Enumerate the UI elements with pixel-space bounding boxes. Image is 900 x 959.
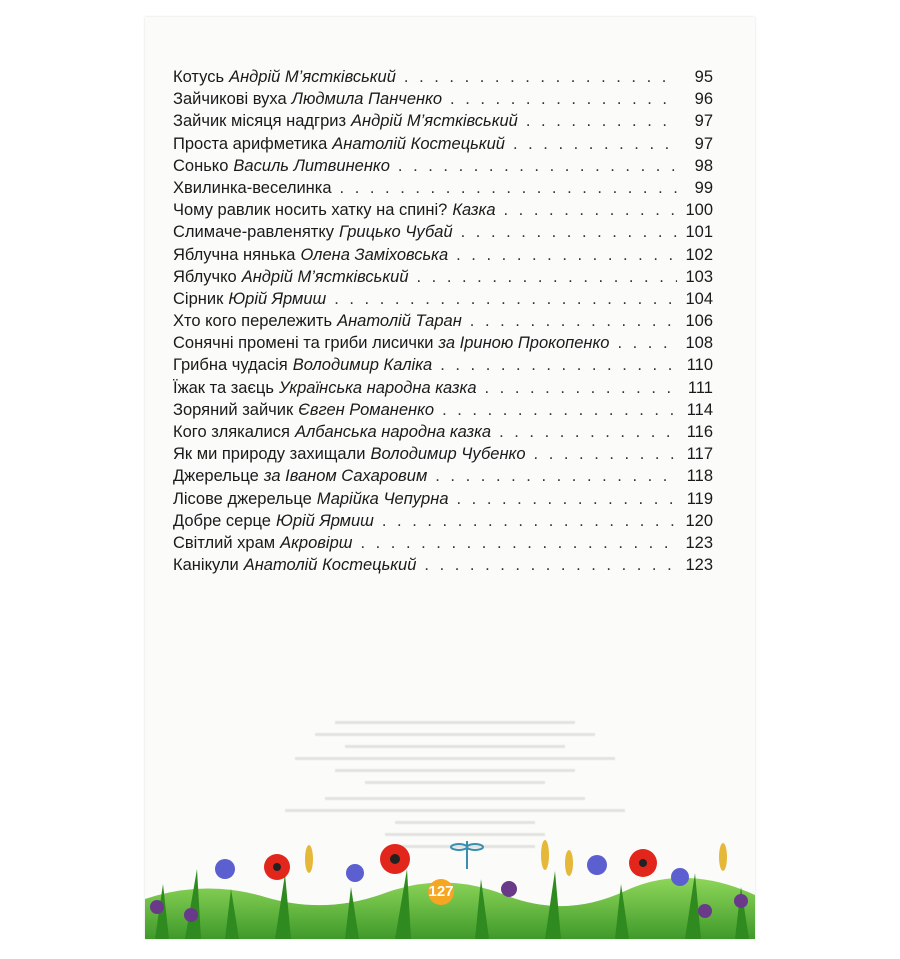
entry-title: Канікули [173,556,239,575]
dot-leader [435,467,677,486]
entry-title: Джерельце [173,467,259,486]
entry-page: 119 [686,489,713,508]
entry-author: Володимир Каліка [292,356,433,375]
entry-title: Лісове джерельце [173,489,312,508]
entry-page: 100 [685,201,713,220]
entry-title: Зоряний зайчик [173,400,294,419]
entry-page: 110 [686,356,713,375]
entry-page: 108 [685,334,713,353]
dot-leader [442,401,677,420]
entry-title: Проста арифметика [173,134,328,153]
entry-page: 104 [685,289,713,308]
entry-title: Хто кого перележить [173,312,333,331]
dot-leader [334,290,677,309]
table-of-contents [173,68,713,578]
toc-entry [173,445,713,467]
entry-page: 99 [694,178,713,197]
toc-entry [173,201,713,223]
entry-author: Анатолій Таран [337,312,462,331]
toc-entry [173,423,713,445]
entry-author: Анатолій Костецький [332,134,505,153]
dot-leader [417,268,678,287]
dot-leader [450,90,677,109]
entry-title: Кого злякалися [173,423,290,441]
dot-leader [534,445,677,464]
dot-leader [360,534,677,553]
entry-author: Казка [452,201,496,220]
entry-author: Андрій М’ястківський [351,112,518,131]
entry-page: 123 [685,533,713,552]
toc-entry [173,467,713,489]
dot-leader [398,157,677,176]
entry-author: Людмила Панченко [291,90,443,109]
toc-entry [173,112,713,134]
entry-title: Сонько [173,156,229,175]
entry-author: Анатолій Костецький [243,556,417,575]
entry-page: 103 [685,267,713,286]
entry-page: 123 [685,556,713,575]
entry-title: Добре серце [173,511,271,530]
entry-author: Марійка Чепурна [316,489,449,508]
entry-author: Андрій М’ястківський [241,267,409,286]
toc-entry [173,401,713,423]
toc-entry [173,512,713,534]
toc-entry [173,223,713,245]
dot-leader [504,201,677,220]
entry-title: Зайчик місяця надгриз [173,112,347,131]
entry-page: 101 [685,223,713,242]
entry-page: 102 [685,245,713,264]
toc-entry [173,356,713,378]
entry-title: Сонячні промені та гриби лисички [173,334,434,353]
toc-entry [173,246,713,268]
toc-entry [173,157,713,179]
entry-title: Слимаче-равленятку [173,223,334,242]
book-page [145,17,755,939]
toc-entry [173,379,713,401]
entry-page: 120 [685,511,713,530]
entry-author: за Іриною Прокопенко [438,334,610,353]
toc-entry [173,179,713,201]
entry-author: Євген Романенко [298,400,435,419]
entry-page: 117 [686,445,713,464]
entry-author: Грицько Чубай [339,223,453,242]
entry-title: Сірник [173,289,224,308]
toc-entry [173,312,713,334]
entry-author: Олена Заміховська [300,245,449,264]
entry-title: Як ми природу захищали [173,445,366,464]
entry-title: Зайчикові вуха [173,90,287,109]
entry-title: Котусь [173,68,225,86]
entry-title: Їжак та заєць [173,378,274,397]
toc-entry [173,334,713,356]
entry-page: 111 [687,378,713,397]
toc-entry [173,556,713,578]
dot-leader [470,312,677,331]
entry-author: Албанська народна казка [294,423,492,441]
entry-page: 97 [694,134,713,153]
entry-author: за Іваном Сахаровим [263,467,428,486]
dot-leader [382,512,677,531]
dot-leader [457,490,678,509]
entry-title: Яблучна нянька [173,245,296,264]
toc-entry [173,268,713,290]
entry-page: 96 [694,90,713,109]
entry-title: Яблучко [173,267,237,286]
wheat-ears [305,840,727,876]
toc-entry [173,290,713,312]
toc-entry [173,90,713,112]
entry-author: Юрій Ярмиш [275,511,374,530]
dot-leader [461,223,677,242]
toc-entry [173,490,713,512]
entry-page: 116 [686,423,713,441]
dot-leader [617,334,677,353]
entry-author: Василь Литвиненко [233,156,390,175]
entry-page: 118 [686,467,713,486]
entry-author: Володимир Чубенко [370,445,526,464]
toc-entry [173,534,713,556]
dot-leader [456,246,677,265]
dot-leader [499,423,677,442]
dot-leader [340,179,677,198]
entry-author: Акровірш [280,533,353,552]
toc-entry [173,135,713,157]
entry-page: 98 [694,156,713,175]
entry-page: 106 [685,312,713,331]
dot-leader [513,135,677,154]
dot-leader [526,112,677,131]
dot-leader [404,68,677,87]
entry-author: Українська народна казка [278,378,477,397]
entry-title: Грибна чудасія [173,356,288,375]
entry-title: Хвилинка-веселинка [173,178,332,197]
dragonfly-icon [451,841,483,869]
toc-entry [173,68,713,90]
entry-title: Чому равлик носить хатку на спині? [173,201,448,220]
entry-page: 97 [694,112,713,131]
dot-leader [424,556,677,575]
page-number-badge: 127 [428,879,454,905]
dot-leader [485,379,678,398]
entry-author: Юрій Ярмиш [228,289,327,308]
entry-page: 95 [694,68,713,86]
entry-author: Андрій М’ястківський [229,68,396,86]
entry-title: Світлий храм [173,533,276,552]
dot-leader [440,356,677,375]
entry-page: 114 [686,400,713,419]
